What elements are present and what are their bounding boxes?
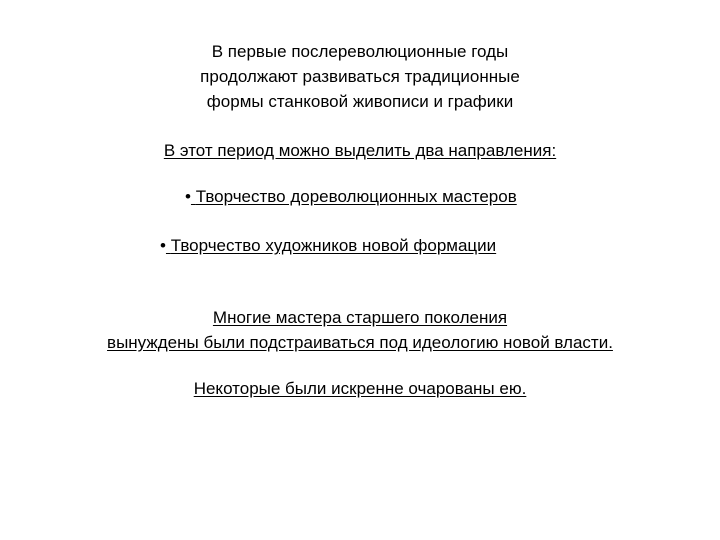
bullet-icon: • bbox=[185, 187, 191, 206]
period-heading bbox=[0, 141, 720, 161]
direction-item-1 bbox=[185, 187, 517, 207]
older-generation-line-1: Многие мастера старшего поколения bbox=[212, 308, 508, 327]
bullet-icon: • bbox=[160, 236, 166, 255]
direction-item-2 bbox=[160, 236, 496, 256]
intro-line-2: продолжают развиваться традиционные bbox=[200, 67, 520, 86]
direction-item-1-text: Творчество дореволюционных мастеров bbox=[195, 187, 517, 206]
older-generation-line-2: вынуждены были подстраиваться под идеологию новой власти. bbox=[107, 333, 613, 352]
intro-line-3: формы станковой живописи и графики bbox=[206, 92, 514, 111]
direction-item-2-text: Творчество художников новой формации bbox=[170, 236, 497, 255]
intro-line-1: В первые послереволюционные годы bbox=[211, 42, 509, 61]
period-heading-text: В этот период можно выделить два направления: bbox=[163, 141, 557, 160]
enchanted-line: Некоторые были искренне очарованы ею. bbox=[193, 379, 527, 398]
